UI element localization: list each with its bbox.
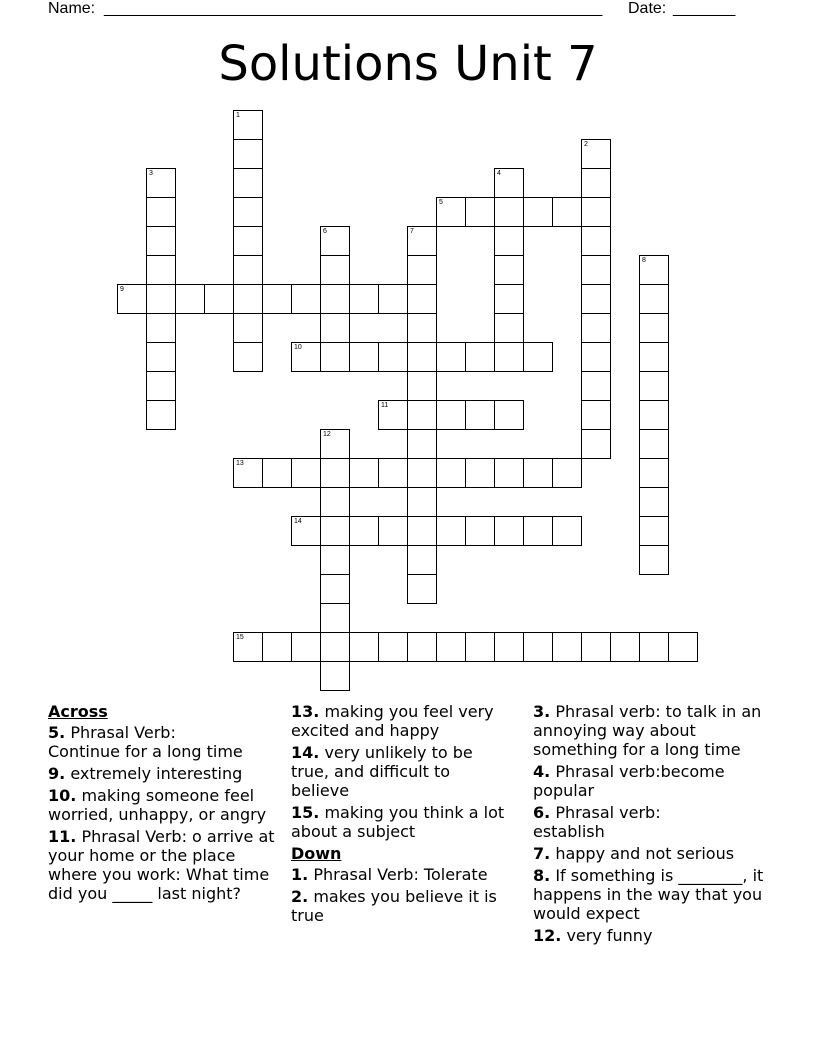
grid-cell[interactable] bbox=[639, 400, 669, 430]
grid-cell[interactable] bbox=[581, 632, 611, 662]
clue-down-6: 6. Phrasal verb: establish bbox=[533, 803, 661, 841]
grid-cell[interactable] bbox=[146, 313, 176, 343]
grid-cell[interactable] bbox=[610, 632, 640, 662]
cell-number: 11 bbox=[381, 402, 389, 409]
grid-cell[interactable] bbox=[639, 429, 669, 459]
grid-cell[interactable] bbox=[378, 516, 408, 546]
grid-cell[interactable] bbox=[494, 313, 524, 343]
grid-cell[interactable] bbox=[581, 313, 611, 343]
grid-cell[interactable] bbox=[407, 632, 437, 662]
cell-number: 3 bbox=[149, 170, 153, 177]
grid-cell[interactable] bbox=[291, 516, 321, 546]
cell-number: 15 bbox=[236, 634, 244, 641]
date-label: Date: bbox=[628, 0, 667, 17]
grid-cell[interactable] bbox=[494, 342, 524, 372]
grid-cell[interactable] bbox=[349, 516, 379, 546]
grid-cell[interactable] bbox=[146, 342, 176, 372]
grid-cell[interactable] bbox=[320, 487, 350, 517]
grid-cell[interactable] bbox=[581, 429, 611, 459]
grid-cell[interactable] bbox=[639, 632, 669, 662]
clue-across-11: 11. Phrasal Verb: o arrive at your home or the place where you work: What time did you _____ last night? bbox=[48, 827, 275, 903]
clue-down-4: 4. Phrasal verb:become popular bbox=[533, 762, 725, 800]
clue-across-5: 5. Phrasal Verb: Continue for a long time bbox=[48, 723, 243, 761]
clue-across-9: 9. extremely interesting bbox=[48, 764, 243, 783]
grid-cell[interactable] bbox=[552, 197, 582, 227]
clue-down-12: 12. very funny bbox=[533, 926, 653, 945]
grid-cell[interactable] bbox=[320, 458, 350, 488]
grid-cell[interactable] bbox=[407, 371, 437, 401]
grid-cell[interactable] bbox=[233, 313, 263, 343]
grid-cell[interactable] bbox=[494, 632, 524, 662]
grid-cell[interactable] bbox=[494, 458, 524, 488]
grid-cell[interactable] bbox=[407, 487, 437, 517]
grid-cell[interactable] bbox=[378, 342, 408, 372]
grid-cell[interactable] bbox=[581, 400, 611, 430]
grid-cell[interactable] bbox=[581, 255, 611, 285]
cell-number: 12 bbox=[323, 431, 331, 438]
grid-cell[interactable] bbox=[320, 284, 350, 314]
cell-number: 4 bbox=[497, 170, 501, 177]
clue-across-14: 14. very unlikely to be true, and difficult to believe bbox=[291, 743, 473, 800]
grid-cell[interactable] bbox=[349, 632, 379, 662]
grid-cell[interactable] bbox=[407, 284, 437, 314]
clue-down-7: 7. happy and not serious bbox=[533, 844, 735, 863]
grid-cell[interactable] bbox=[378, 400, 408, 430]
grid-cell[interactable] bbox=[465, 197, 495, 227]
grid-cell[interactable] bbox=[494, 284, 524, 314]
grid-cell[interactable] bbox=[291, 284, 321, 314]
cell-number: 7 bbox=[410, 228, 414, 235]
grid-cell[interactable] bbox=[233, 197, 263, 227]
grid-cell[interactable] bbox=[465, 632, 495, 662]
grid-cell[interactable] bbox=[262, 632, 292, 662]
grid-cell[interactable] bbox=[146, 284, 176, 314]
grid-cell[interactable] bbox=[436, 458, 466, 488]
grid-cell[interactable] bbox=[407, 342, 437, 372]
clue-down-2: 2. makes you believe it is true bbox=[291, 887, 497, 925]
grid-cell[interactable] bbox=[320, 603, 350, 633]
grid-cell[interactable] bbox=[407, 429, 437, 459]
grid-cell[interactable] bbox=[349, 342, 379, 372]
grid-cell[interactable] bbox=[233, 110, 263, 140]
grid-cell[interactable] bbox=[233, 226, 263, 256]
grid-cell[interactable] bbox=[320, 632, 350, 662]
cell-number: 13 bbox=[236, 460, 244, 467]
grid-cell[interactable] bbox=[668, 632, 698, 662]
grid-cell[interactable] bbox=[146, 226, 176, 256]
clue-across-15: 15. making you think a lot about a subject bbox=[291, 803, 505, 841]
grid-cell[interactable] bbox=[639, 516, 669, 546]
grid-cell[interactable] bbox=[639, 458, 669, 488]
cell-number: 2 bbox=[584, 141, 588, 148]
clue-across-13: 13. making you feel very excited and happy bbox=[291, 702, 494, 740]
grid-cell[interactable] bbox=[407, 400, 437, 430]
grid-cell[interactable] bbox=[378, 284, 408, 314]
grid-cell[interactable] bbox=[320, 661, 350, 691]
grid-cell[interactable] bbox=[436, 516, 466, 546]
page-title: Solutions Unit 7 bbox=[218, 36, 598, 92]
grid-cell[interactable] bbox=[436, 197, 466, 227]
grid-cell[interactable] bbox=[146, 168, 176, 198]
grid-cell[interactable] bbox=[639, 487, 669, 517]
grid-cell[interactable] bbox=[146, 400, 176, 430]
grid-cell[interactable] bbox=[639, 371, 669, 401]
clues-column-2 bbox=[291, 702, 511, 928]
grid-cell[interactable] bbox=[378, 632, 408, 662]
grid-cell[interactable] bbox=[378, 458, 408, 488]
grid-cell[interactable] bbox=[291, 632, 321, 662]
grid-cell[interactable] bbox=[581, 226, 611, 256]
grid-cell[interactable] bbox=[523, 458, 553, 488]
grid-cell[interactable] bbox=[494, 197, 524, 227]
grid-cell[interactable] bbox=[639, 255, 669, 285]
cell-number: 5 bbox=[439, 199, 443, 206]
grid-cell[interactable] bbox=[233, 632, 263, 662]
grid-cell[interactable] bbox=[233, 458, 263, 488]
grid-cell[interactable] bbox=[262, 458, 292, 488]
grid-cell[interactable] bbox=[117, 284, 147, 314]
grid-cell[interactable] bbox=[552, 458, 582, 488]
grid-cell[interactable] bbox=[581, 284, 611, 314]
grid-cell[interactable] bbox=[465, 458, 495, 488]
grid-cell[interactable] bbox=[233, 168, 263, 198]
grid-cell[interactable] bbox=[291, 342, 321, 372]
name-line[interactable]: ________________________________________________________ bbox=[104, 0, 603, 17]
clue-down-8: 8. If something is ________, it happens in the way that you would expect bbox=[533, 866, 764, 923]
grid-cell[interactable] bbox=[320, 226, 350, 256]
grid-cell[interactable] bbox=[349, 458, 379, 488]
grid-cell[interactable] bbox=[349, 284, 379, 314]
grid-cell[interactable] bbox=[581, 139, 611, 169]
date-line[interactable]: _______ bbox=[673, 0, 736, 17]
grid-cell[interactable] bbox=[581, 371, 611, 401]
grid-cell[interactable] bbox=[320, 313, 350, 343]
grid-cell[interactable] bbox=[175, 284, 205, 314]
grid-cell[interactable] bbox=[407, 226, 437, 256]
grid-cell[interactable] bbox=[465, 400, 495, 430]
grid-cell[interactable] bbox=[639, 342, 669, 372]
grid-cell[interactable] bbox=[407, 313, 437, 343]
grid-cell[interactable] bbox=[407, 516, 437, 546]
grid-cell[interactable] bbox=[494, 226, 524, 256]
grid-cell[interactable] bbox=[233, 284, 263, 314]
clue-down-1: 1. Phrasal Verb: Tolerate bbox=[291, 865, 488, 884]
grid-cell[interactable] bbox=[146, 371, 176, 401]
cell-number: 6 bbox=[323, 228, 327, 235]
grid-cell[interactable] bbox=[320, 255, 350, 285]
grid-cell[interactable] bbox=[465, 342, 495, 372]
grid-cell[interactable] bbox=[523, 342, 553, 372]
grid-cell[interactable] bbox=[581, 342, 611, 372]
grid-cell[interactable] bbox=[523, 632, 553, 662]
name-label: Name: bbox=[48, 0, 96, 17]
grid-cell[interactable] bbox=[436, 400, 466, 430]
grid-cell[interactable] bbox=[552, 516, 582, 546]
down-heading: Down bbox=[291, 844, 342, 863]
clues-column-3 bbox=[533, 702, 773, 948]
clue-down-3: 3. Phrasal verb: to talk in an annoying way about something for a long time bbox=[533, 702, 762, 759]
grid-cell[interactable] bbox=[581, 168, 611, 198]
grid-cell[interactable] bbox=[494, 400, 524, 430]
grid-cell[interactable] bbox=[320, 342, 350, 372]
grid-cell[interactable] bbox=[407, 458, 437, 488]
grid-cell[interactable] bbox=[436, 632, 466, 662]
grid-cell[interactable] bbox=[407, 545, 437, 575]
grid-cell[interactable] bbox=[639, 545, 669, 575]
grid-cell[interactable] bbox=[233, 342, 263, 372]
clues-column-1 bbox=[48, 702, 284, 906]
grid-cell[interactable] bbox=[465, 516, 495, 546]
grid-cell[interactable] bbox=[552, 632, 582, 662]
grid-cell[interactable] bbox=[146, 197, 176, 227]
grid-cell[interactable] bbox=[639, 313, 669, 343]
grid-cell[interactable] bbox=[320, 545, 350, 575]
grid-cell[interactable] bbox=[320, 574, 350, 604]
grid-cell[interactable] bbox=[494, 255, 524, 285]
grid-cell[interactable] bbox=[407, 574, 437, 604]
cell-number: 14 bbox=[294, 518, 302, 525]
grid-cell[interactable] bbox=[291, 458, 321, 488]
grid-cell[interactable] bbox=[581, 197, 611, 227]
across-heading: Across bbox=[48, 702, 108, 721]
grid-cell[interactable] bbox=[523, 516, 553, 546]
grid-cell[interactable] bbox=[320, 429, 350, 459]
clue-across-10: 10. making someone feel worried, unhappy, or angry bbox=[48, 786, 267, 824]
grid-cell[interactable] bbox=[407, 255, 437, 285]
cell-number: 8 bbox=[642, 257, 646, 264]
grid-cell[interactable] bbox=[494, 516, 524, 546]
grid-cell[interactable] bbox=[146, 255, 176, 285]
grid-cell[interactable] bbox=[233, 139, 263, 169]
grid-cell[interactable] bbox=[523, 197, 553, 227]
cell-number: 1 bbox=[236, 112, 240, 119]
grid-cell[interactable] bbox=[436, 342, 466, 372]
grid-cell[interactable] bbox=[204, 284, 234, 314]
grid-cell[interactable] bbox=[320, 516, 350, 546]
cell-number: 10 bbox=[294, 344, 302, 351]
grid-cell[interactable] bbox=[639, 284, 669, 314]
grid-cell[interactable] bbox=[262, 284, 292, 314]
grid-cell[interactable] bbox=[494, 168, 524, 198]
cell-number: 9 bbox=[120, 286, 124, 293]
grid-cell[interactable] bbox=[233, 255, 263, 285]
